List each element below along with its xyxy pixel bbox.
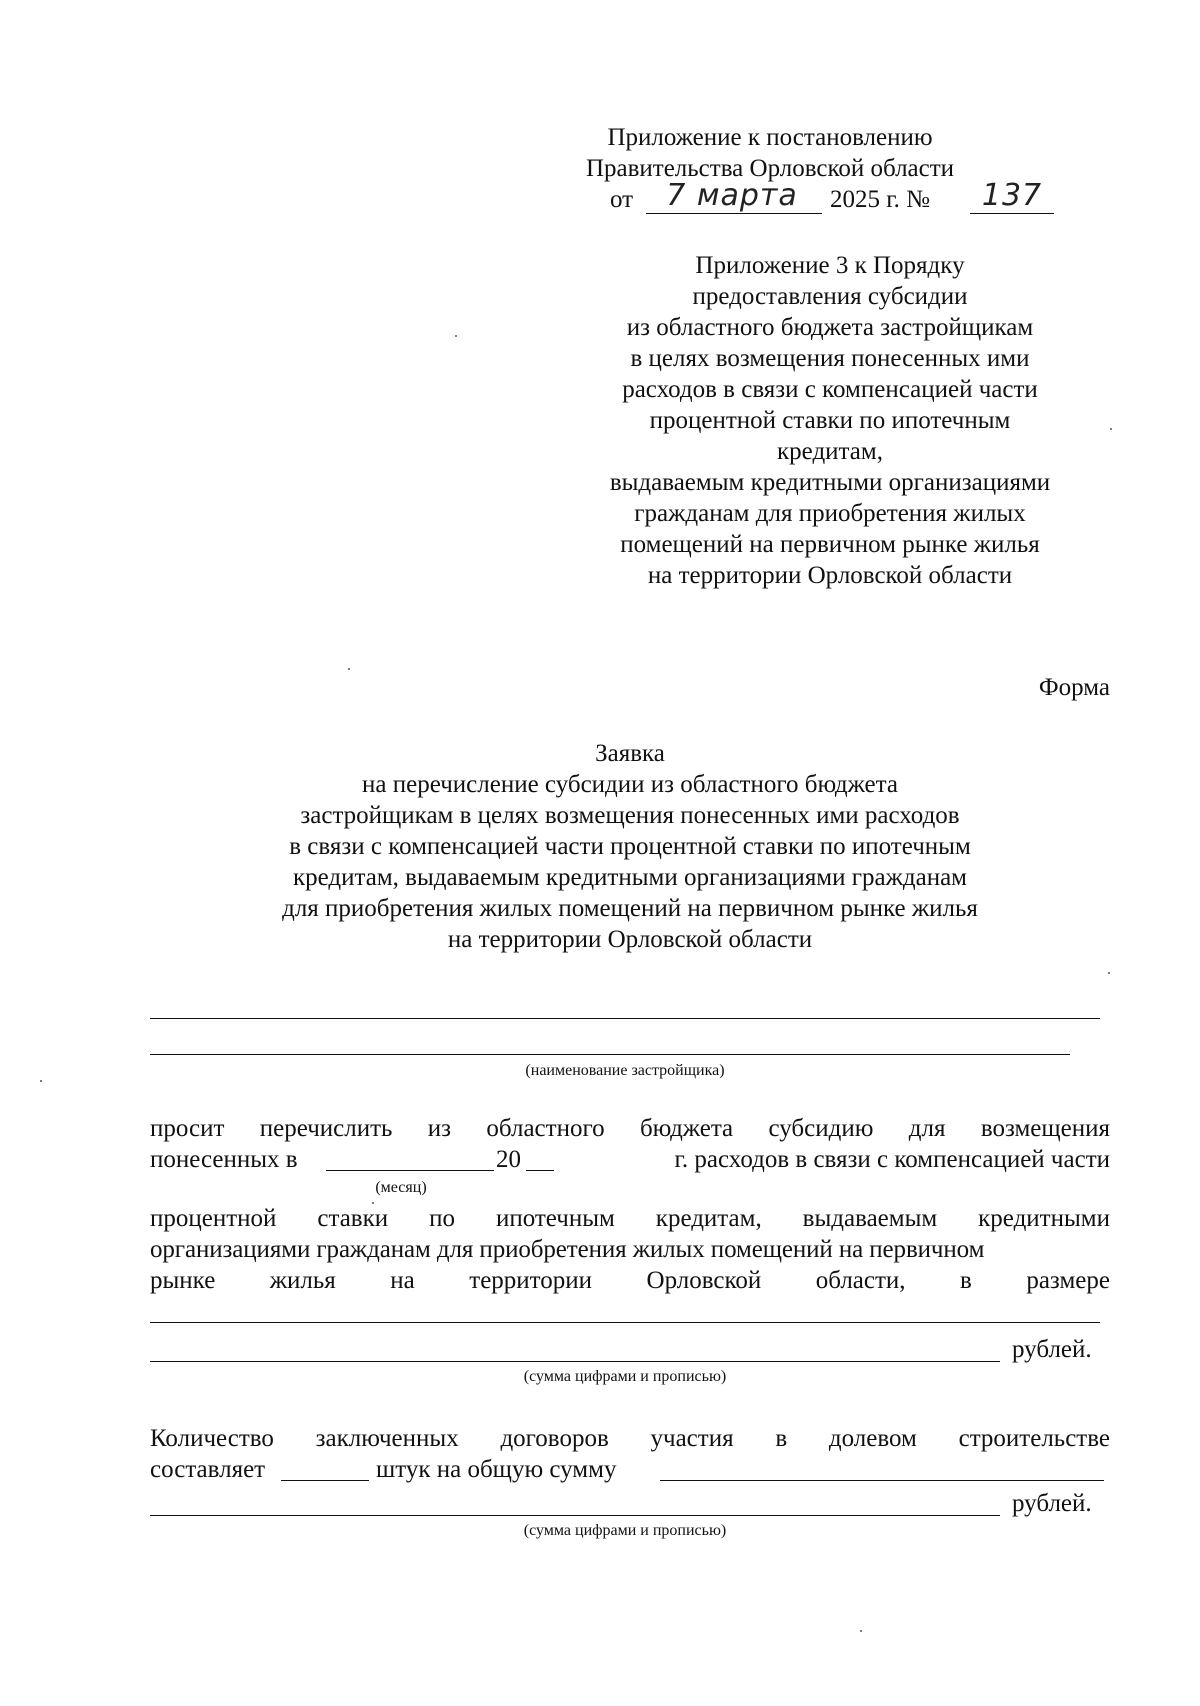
sum-caption: (сумма цифрами и прописью) [523,1368,727,1385]
word: жилья [269,1267,336,1294]
word: участия [650,1425,734,1452]
handwritten-number: 137 [981,178,1043,213]
form-label: Форма [1038,674,1110,701]
developer-caption: (наименование застройщика) [525,1062,725,1079]
word: в [775,1425,788,1452]
date-prefix: от [610,186,634,213]
rubles-label: рублей. [1012,1490,1092,1517]
year-field[interactable] [526,1170,554,1171]
word: области, [815,1267,906,1294]
total-sum-field-1[interactable] [660,1480,1104,1481]
appendix-line: процентной ставки по ипотечным [649,407,1011,434]
paragraph-1-line-4: организациями гражданам для приобретения жилых помещений на первичном [150,1236,985,1263]
request-title-line: в связи с компенсацией части процентной ставки по ипотечным [289,833,971,860]
text-fragment: понесенных в [150,1146,298,1173]
word: заключенных [315,1425,459,1452]
paragraph-2-line-1 [150,1423,1110,1454]
word: процентной [150,1205,277,1232]
word: из [427,1115,452,1142]
subsidy-amount-field-1[interactable] [150,1322,1100,1323]
header-line-1: Приложение к постановлению [607,124,933,151]
word: территории [469,1267,593,1294]
request-title-line: кредитам, выдаваемым кредитными организациями гражданам [292,864,967,891]
word: перечислить [259,1115,393,1142]
word: по [429,1205,455,1232]
request-title [150,738,1110,955]
scan-speck [1108,972,1110,974]
word: кредитными [978,1205,1110,1232]
word: долевом [828,1425,917,1452]
appendix-line: из областного бюджета застройщикам [626,314,1034,341]
word: Орловской [646,1267,762,1294]
request-title-line: застройщикам в целях возмещения понесенных ими расходов [300,802,960,829]
request-title-line: для приобретения жилых помещений на первичном рынке жилья [282,895,978,922]
word: строительстве [958,1425,1110,1452]
word: ставки [317,1205,389,1232]
word: выдаваемым [802,1205,938,1232]
word: в [960,1267,972,1294]
word: просит [150,1115,225,1142]
word: договоров [500,1425,609,1452]
sum-caption: (сумма цифрами и прописью) [523,1522,727,1539]
word: Количество [150,1425,274,1452]
request-title-line: на территории Орловской области [447,926,813,953]
paragraph-1-line-5 [150,1265,1110,1296]
month-caption: (месяц) [375,1179,427,1196]
paragraph-1-line-2 [150,1144,1110,1178]
developer-name-field-2[interactable] [150,1054,1070,1055]
subsidy-amount-field-2[interactable] [150,1361,1000,1362]
paragraph-1-line-3 [150,1203,1110,1234]
date-underline [646,213,822,214]
scan-speck [348,668,350,670]
scan-speck [40,1080,42,1082]
contracts-count-field[interactable] [281,1480,369,1481]
word: для [908,1115,946,1142]
text-fragment: г. расходов в связи с компенсацией части [674,1146,1110,1173]
request-heading: Заявка [595,740,665,767]
word: возмещения [980,1115,1110,1142]
total-sum-field-2[interactable] [150,1515,1000,1516]
appendix-line: предоставления субсидии [692,283,968,310]
paragraph-1-line-1 [150,1113,1110,1144]
text-fragment: составляет [150,1456,266,1483]
word: субсидию [768,1115,874,1142]
appendix-line: выдаваемым кредитными организациями [609,469,1051,496]
number-underline [970,213,1054,214]
header-date-line [610,178,1070,218]
word: рынке [150,1267,216,1294]
request-title-line: на перечисление субсидии из областного бюджета [362,771,898,798]
appendix-line: на территории Орловской области [647,562,1013,589]
appendix-line: в целях возмещения понесенных ими [630,345,1030,372]
scan-speck [860,1630,862,1632]
month-field[interactable] [326,1170,494,1171]
word: на [390,1267,415,1294]
rubles-label: рублей. [1012,1336,1092,1363]
date-year: 2025 г. № [830,186,931,213]
appendix-line: помещений на первичном рынке жилья [620,531,1040,558]
word: ипотечным [495,1205,615,1232]
word: бюджета [639,1115,734,1142]
header-line-2: Правительства Орловской области [585,155,955,182]
appendix-line: гражданам для приобретения жилых [634,500,1026,527]
scan-speck [372,1202,374,1204]
appendix-line: расходов в связи с компенсацией части [622,376,1038,403]
text-fragment: штук на общую сумму [376,1456,617,1483]
appendix-line: кредитам, [777,438,883,465]
handwritten-date: 7 марта [666,178,798,213]
paragraph-2-line-2 [150,1454,1110,1488]
word: размере [1026,1267,1110,1294]
word: кредитам, [655,1205,762,1232]
appendix-line: Приложение 3 к Порядку [695,252,965,279]
text-fragment: 20 [496,1146,521,1173]
scan-speck [1110,428,1112,430]
developer-name-field-1[interactable] [150,1018,1100,1019]
appendix-block [560,250,1100,591]
scan-speck [455,335,457,337]
word: областного [486,1115,605,1142]
